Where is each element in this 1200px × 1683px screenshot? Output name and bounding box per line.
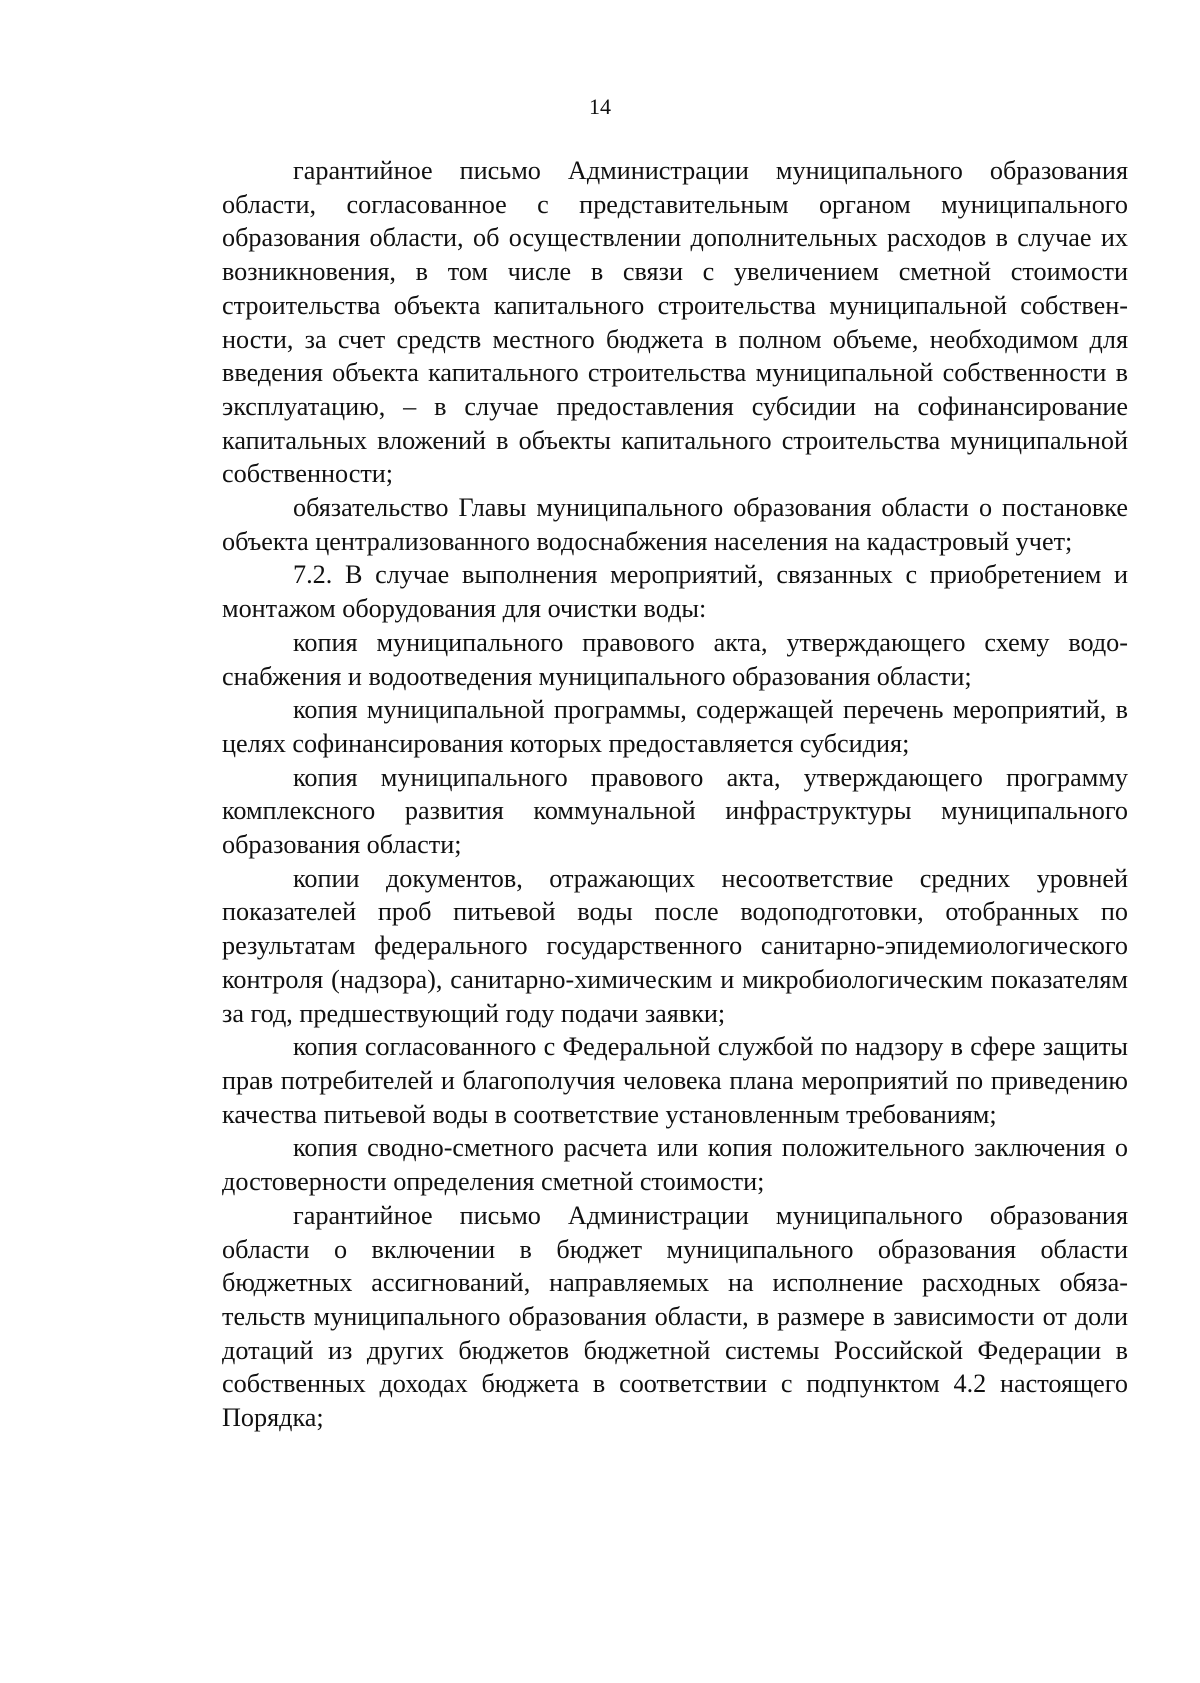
paragraph-water-supply-scheme: копия муниципального правового акта, утверждающего схему водоснабжения и водоотведения муниципального образования области;	[222, 627, 1128, 691]
paragraph-section-7-2: 7.2. В случае выполнения мероприятий, связанных с приобретением и монтажом оборудования для очистки воды:	[222, 560, 1128, 624]
paragraph-guarantee-letter-budget: гарантийное письмо Администрации муниципального образования области о включении в бюджет муниципального образования области бюджетных ассигнований, направляемых на исполнение расходных обязательств муниципального образования области, в размере в зависимости от доли дотаций из других бюджетов бюджетной системы Российской Федерации в собственных доходах бюджета в соответствии с подпунктом 4.2 настоящего Порядка;	[222, 1200, 1128, 1433]
page-number: 14	[589, 94, 611, 119]
paragraph-water-quality-documents: копии документов, отражающих несоответствие средних уровней показателей проб питьевой воды после водоподготовки, отобранных по результатам федерального государственного санитарно-эпидемиологического контроля (надзора), санитарно-химическим и микробиологическим показателям за год, предшествующий году подачи заявки;	[222, 863, 1128, 1028]
paragraph-municipal-program: копия муниципальной программы, содержащей перечень мероприятий, в целях софинансирования которых предоставляется субсидия;	[222, 695, 1128, 758]
paragraph-cadastral-obligation: обязательство Главы муниципального образования области о постановке объекта централизованного водоснабжения населения на кадастровый учет;	[222, 493, 1128, 556]
paragraph-rospotrebnadzor-plan: копия согласованного с Федеральной службой по надзору в сфере защиты прав потребителей и благополучия человека плана мероприятий по приведению качества питьевой воды в соответствие установленным требованиям;	[222, 1032, 1128, 1129]
paragraph-infrastructure-program: копия муниципального правового акта, утверждающего программу комплексного развития коммунальной инфраструктуры муниципального образования области;	[222, 762, 1128, 860]
paragraph-cost-estimate: копия сводно-сметного расчета или копия положительного заключения о достоверности определения сметной стоимости;	[222, 1133, 1128, 1197]
paragraph-guarantee-letter-capital: гарантийное письмо Администрации муниципального образования области, согласованное с представительным органом муниципального образования области, об осуществлении дополнительных расходов в случае их возникновения, в том числе в связи с увеличением сметной стоимости строительства объекта капитального строительства муниципальной собственности, за счет средств местного бюджета в полном объеме, необходимом для введения объекта капитального строительства муниципальной собственности в эксплуатацию, – в случае предоставления субсидии на софинансирование капитальных вложений в объекты капитального строительства муниципальной собственности;	[222, 156, 1128, 489]
document-body	[222, 154, 1128, 1435]
